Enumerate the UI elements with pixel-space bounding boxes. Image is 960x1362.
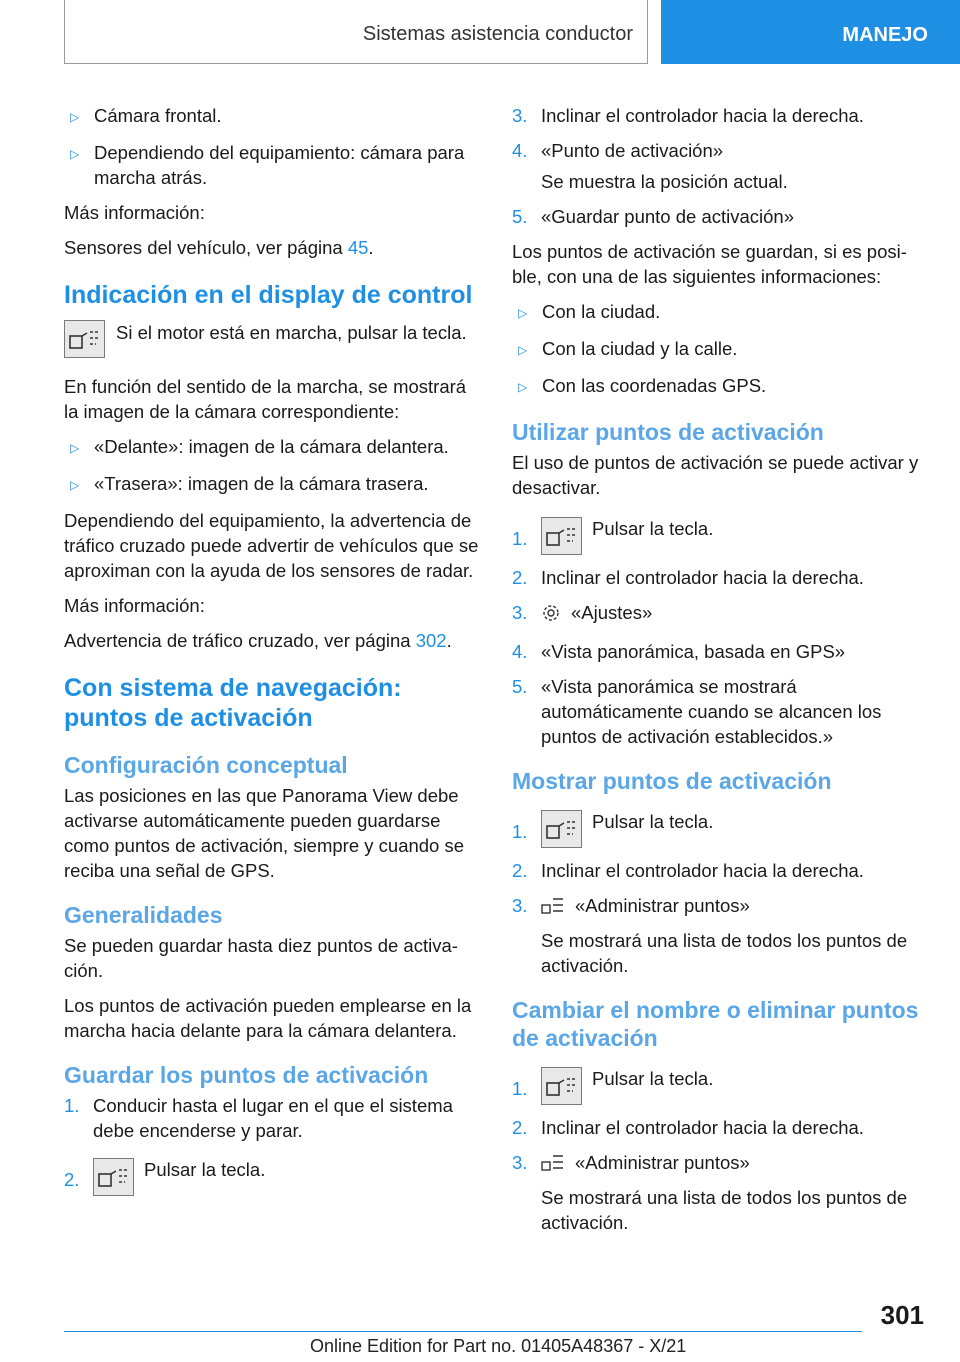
- header-section-box: [64, 0, 648, 64]
- camera-button-icon: [541, 1067, 582, 1105]
- header-chapter-title: MANEJO: [842, 23, 928, 46]
- list-item: ▷ «Trasera»: imagen de la cámara trasera.: [64, 471, 480, 498]
- header-chapter-tab: [661, 0, 960, 64]
- page-link[interactable]: 302: [415, 630, 447, 651]
- sub-heading: Cambiar el nombre o eliminar puntos de activación: [512, 997, 919, 1051]
- paragraph: Dependiendo del equipamiento, la advertencia de tráfico cruzado puede advertir de vehículos que se aproximan con la ayuda de los sensores de radar.: [64, 510, 479, 581]
- section-heading: Con sistema de navegación: puntos de activación: [64, 674, 402, 732]
- more-info-label: Más información:: [64, 595, 205, 616]
- list-item: 2. Inclinar el controlador hacia la derecha.: [512, 1117, 864, 1138]
- list-item: 4. «Vista panorámica, basada en GPS»: [512, 641, 846, 662]
- paragraph: El uso de puntos de activación se puede activar y desactivar.: [512, 452, 919, 498]
- triangle-bullet-icon: ▷: [70, 478, 80, 492]
- footer-divider: [64, 1331, 862, 1332]
- list-item: 4. «Punto de activación» Se muestra la posición actual.: [512, 140, 788, 192]
- paragraph: Las posiciones en las que Panorama View debe activarse automáticamente pueden guardarse como puntos de activación, siempre y cuando se reciba una señal de GPS.: [64, 785, 465, 881]
- list-item: 5. «Guardar punto de activación»: [512, 206, 795, 227]
- paragraph: En función del sentido de la marcha, se mostrará la imagen de la cámara correspondiente:: [64, 376, 467, 422]
- list-item: ▷ Con la ciudad y la calle.: [512, 336, 928, 363]
- paragraph: Los puntos de activación se guardan, si es posi‐ble, con una de las siguientes informaciones:: [512, 241, 907, 287]
- triangle-bullet-icon: ▷: [70, 441, 80, 455]
- right-column: [512, 103, 928, 1245]
- sub-heading: Guardar los puntos de activación: [64, 1062, 429, 1088]
- list-item: ▷ Dependiendo del equipamiento: cámara para marcha atrás.: [64, 140, 480, 190]
- list-item: 5. «Vista panorámica se mostrará automáticamente cuando se alcancen los puntos de activación establecidos.»: [512, 676, 882, 747]
- list-item: ▷ «Delante»: imagen de la cámara delantera.: [64, 434, 480, 461]
- paragraph: Los puntos de activación pueden emplearse en la marcha hacia delante para la cámara delantera.: [64, 995, 472, 1041]
- list-item: 3. «Ajustes»: [512, 600, 928, 629]
- list-item: 2. Inclinar el controlador hacia la derecha.: [512, 860, 864, 881]
- triangle-bullet-icon: ▷: [70, 147, 80, 161]
- camera-button-icon: [64, 320, 105, 358]
- list-item: 1. Conducir hasta el lugar en el que el sistema debe encenderse y parar.: [64, 1095, 453, 1141]
- page-number: 301: [880, 1300, 924, 1330]
- footer-edition: Online Edition for Part no. 01405A48367 - X/21: [310, 1336, 687, 1356]
- triangle-bullet-icon: ▷: [518, 343, 528, 357]
- triangle-bullet-icon: ▷: [518, 306, 528, 320]
- triangle-bullet-icon: ▷: [518, 380, 528, 394]
- left-column: [64, 103, 480, 1206]
- more-info-label: Más información:: [64, 202, 205, 223]
- list-item: 1. Pulsar la tecla.: [512, 516, 928, 555]
- list-item: 1. Pulsar la tecla.: [512, 809, 928, 848]
- list-item: ▷ Con la ciudad.: [512, 299, 928, 326]
- list-item: ▷ Con las coordenadas GPS.: [512, 373, 928, 400]
- manage-points-icon: [541, 896, 565, 922]
- sub-heading: Configuración conceptual: [64, 752, 348, 778]
- cross-reference: Advertencia de tráfico cruzado, ver página 302.: [64, 630, 452, 651]
- list-item: ▷ Cámara frontal.: [64, 103, 480, 130]
- triangle-bullet-icon: ▷: [70, 110, 80, 124]
- camera-button-icon: [541, 810, 582, 848]
- header-section-title: Sistemas asistencia conductor: [362, 23, 633, 45]
- list-item: 2. Inclinar el controlador hacia la derecha.: [512, 567, 864, 588]
- sub-heading: Utilizar puntos de activación: [512, 419, 824, 445]
- page-link[interactable]: 45: [347, 237, 369, 258]
- camera-button-icon: [541, 517, 582, 555]
- list-item: 2. Pulsar la tecla.: [64, 1157, 480, 1196]
- camera-button-icon: [93, 1158, 134, 1196]
- list-item: 1. Pulsar la tecla.: [512, 1066, 928, 1105]
- list-item: 3. Inclinar el controlador hacia la derecha.: [512, 105, 864, 126]
- key-instruction: Si el motor está en marcha, pulsar la tecla.: [64, 320, 480, 358]
- sub-heading: Generalidades: [64, 902, 223, 928]
- cross-reference: Sensores del vehículo, ver página 45.: [64, 237, 374, 258]
- sub-heading: Mostrar puntos de activación: [512, 768, 832, 794]
- manage-points-icon: [541, 1153, 565, 1179]
- list-item: 3. «Administrar puntos» Se mostrará una lista de todos los puntos de activación.: [512, 1152, 908, 1233]
- paragraph: Se pueden guardar hasta diez puntos de activa‐ción.: [64, 935, 458, 981]
- list-item: 3. «Administrar puntos» Se mostrará una lista de todos los puntos de activación.: [512, 895, 908, 976]
- section-heading: Indicación en el display de control: [64, 281, 473, 309]
- gear-icon: [541, 603, 561, 629]
